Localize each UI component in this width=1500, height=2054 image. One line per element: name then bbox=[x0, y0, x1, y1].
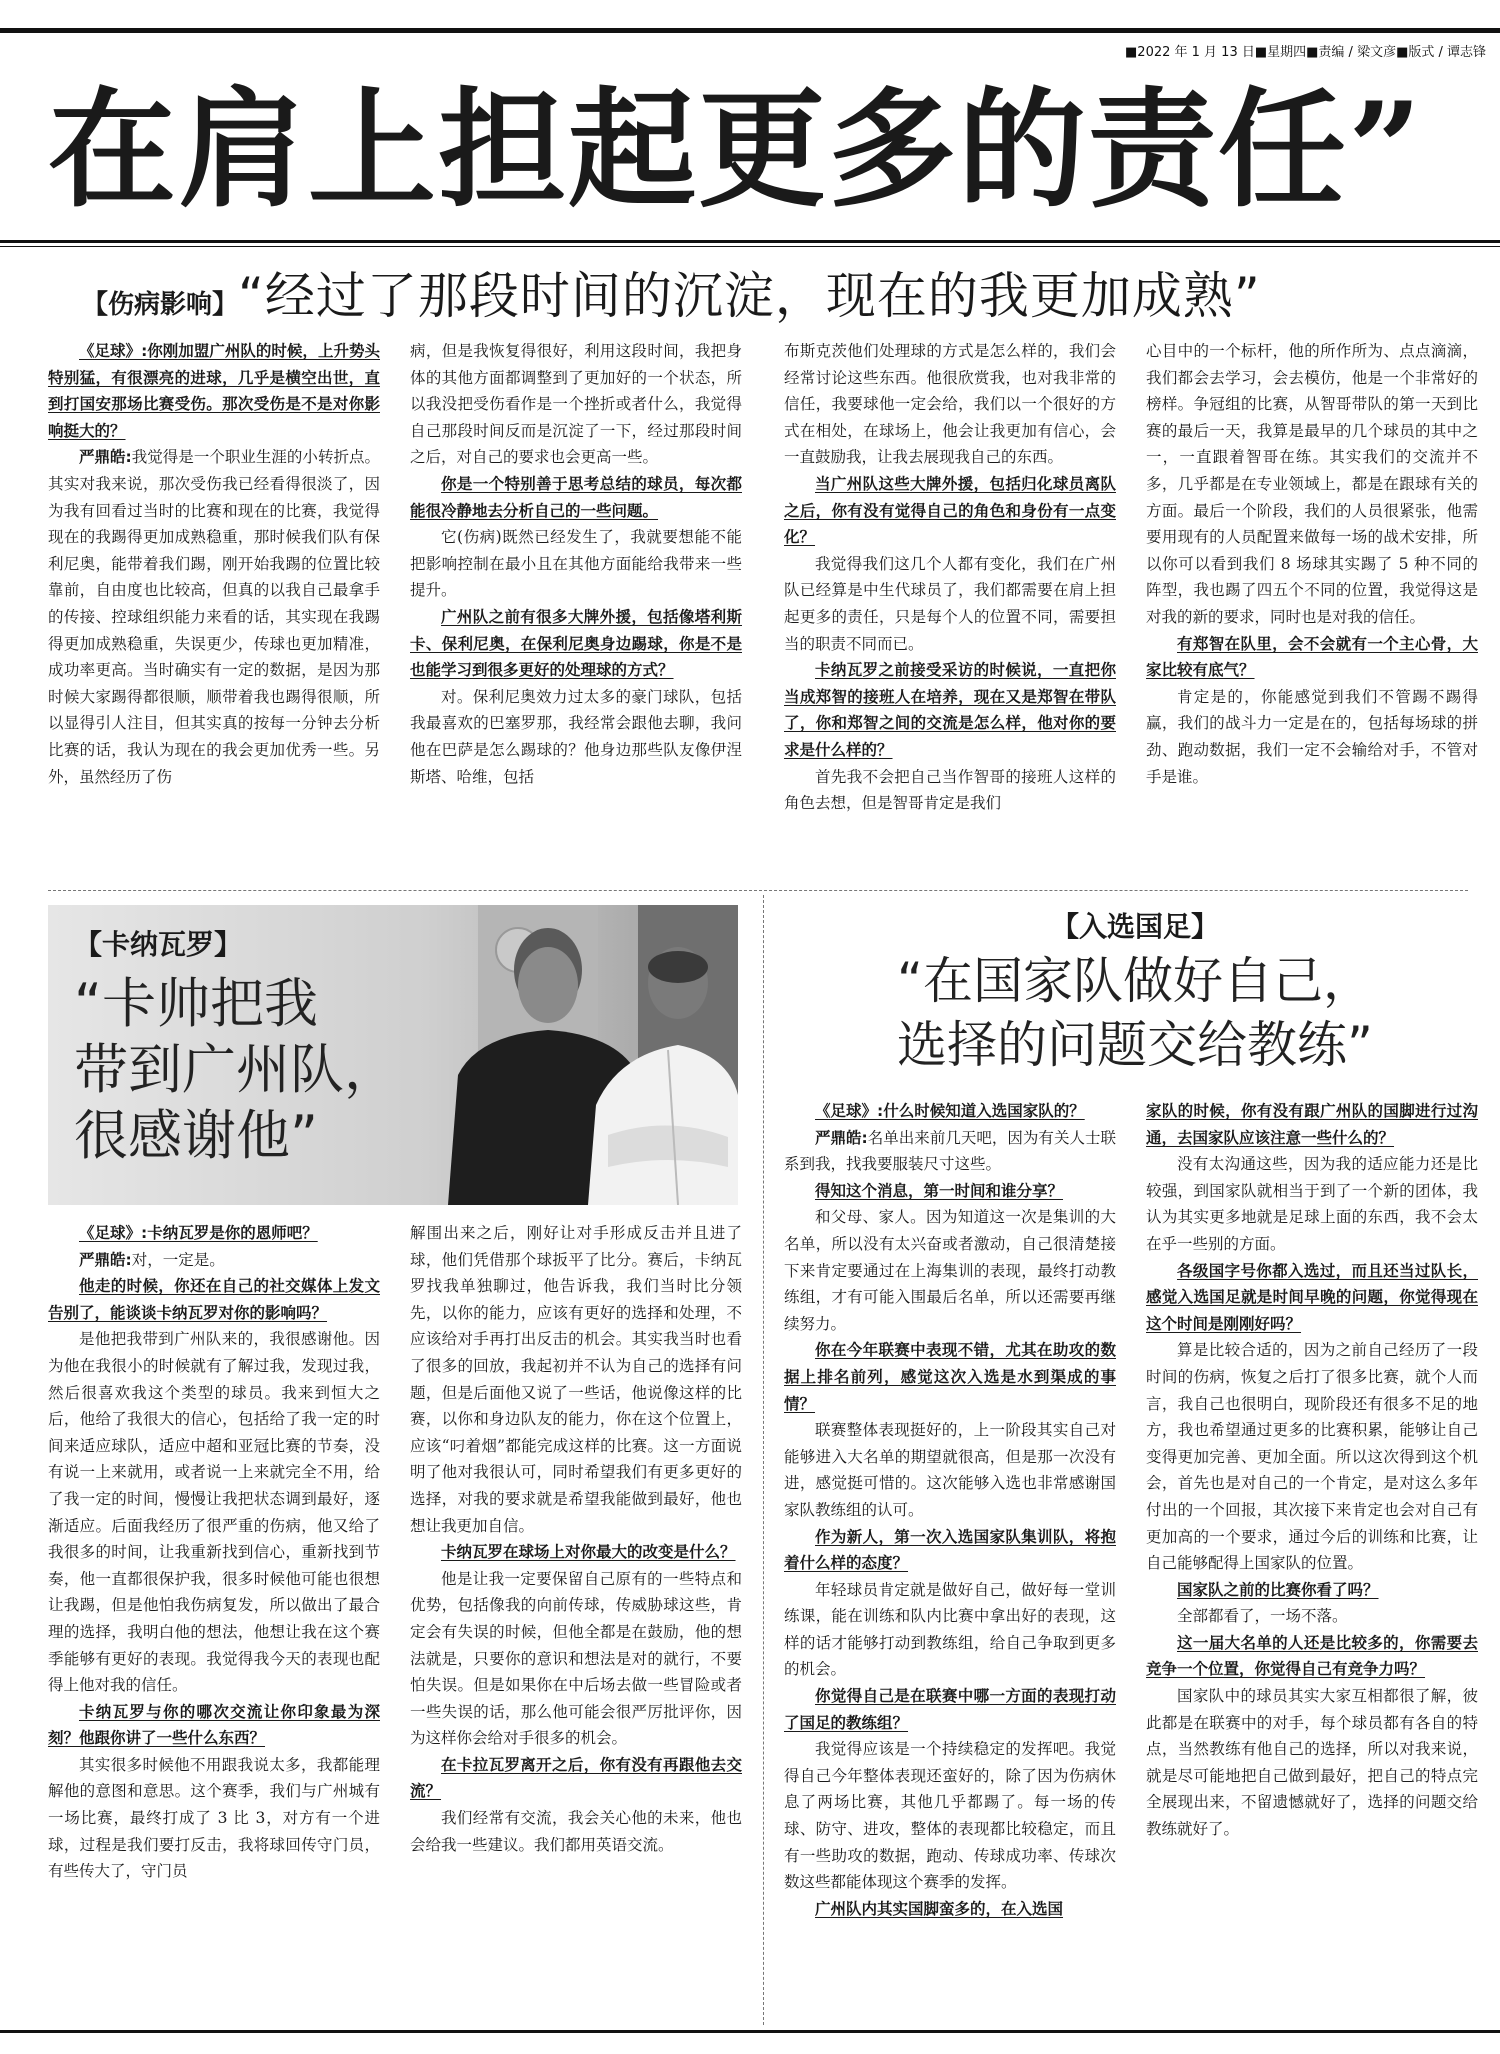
question: 各级国字号你都入选过，而且还当过队长，感觉入选国足就是时间早晚的问题，你觉得现在这个时间是刚刚好吗？ bbox=[1146, 1261, 1478, 1333]
article-column-2 bbox=[410, 338, 742, 880]
question: 作为新人，第一次入选国家队集训队，将抱着什么样的态度？ bbox=[784, 1527, 1116, 1573]
answer: 和父母、家人。因为知道这一次是集训的大名单，所以没有太兴奋或者激动，自己很清楚接下来肯定要通过在上海集训的表现，最终打动教练组，才有可能入围最后名单，所以还需要再继续努力。 bbox=[784, 1208, 1116, 1333]
masthead-rule bbox=[0, 28, 1500, 65]
speaker-name: 严鼎皓: bbox=[815, 1128, 868, 1147]
question: 你觉得自己是在联赛中哪一方面的表现打动了国足的教练组？ bbox=[784, 1687, 1116, 1732]
question: 当广州队这些大牌外援，包括归化球员离队之后，你有没有觉得自己的角色和身份有一点变化？ bbox=[784, 474, 1116, 547]
question: 卡纳瓦罗与你的哪次交流让你印象最为深刻？他跟你讲了一些什么东西？ bbox=[48, 1702, 380, 1748]
answer-text: 名单出来前几天吧，因为有关人士联系到我，找我要服装尺寸这些。 bbox=[784, 1128, 1116, 1174]
question: 国家队之前的比赛你看了吗？ bbox=[1177, 1580, 1379, 1599]
answer: 肯定是的，你能感觉到我们不管踢不踢得赢，我们的战斗力一定是在的，包括每场球的拼劲、跑动数据，我们一定不会输给对手，不管对手是谁。 bbox=[1146, 687, 1478, 786]
answer: 我们经常有交流，我会关心他的未来，他也会给我一些建议。我们都用英语交流。 bbox=[410, 1809, 742, 1854]
article-column-3 bbox=[784, 338, 1116, 880]
question: 《足球》:卡纳瓦罗是你的恩师吧？ bbox=[79, 1224, 318, 1242]
answer-text: 对，一定是。 bbox=[131, 1250, 225, 1269]
national-quote-line-1: “在国家队做好自己， bbox=[897, 952, 1373, 1010]
answer bbox=[784, 1125, 1116, 1178]
answer: 联赛整体表现挺好的，上一阶段其实自己对能够进入大名单的期望就很高，但是那一次没有进，感觉挺可惜的。这次能够入选也非常感谢国家队教练组的认可。 bbox=[784, 1421, 1116, 1519]
answer: 年轻球员肯定就是做好自己，做好每一堂训练课，能在训练和队内比赛中拿出好的表现，这样的话才能够打动到教练组，给自己争取到更多的机会。 bbox=[784, 1580, 1116, 1679]
question: 在卡拉瓦罗离开之后，你有没有再跟他去交流？ bbox=[410, 1755, 742, 1801]
cannavaro-quote-line-2: 带到广州队， bbox=[74, 1038, 398, 1101]
headline-rule-thin bbox=[0, 246, 1500, 247]
question: 卡纳瓦罗在球场上对你最大的改变是什么？ bbox=[441, 1543, 736, 1562]
question: 他走的时候，你还在自己的社交媒体上发文告别了，能谈谈卡纳瓦罗对你的影响吗？ bbox=[48, 1277, 380, 1322]
answer: 他是让我一定要保留自己原有的一些特点和优势，包括像我的向前传球，传威胁球这些，肯定会有失误的时候，但他全都是在鼓励，他的想法就是，只要你的意识和想法是对的就行，不要怕失误。但是如果你在中后场去做一些冒险或者一些失误的话，那么他可能会很严厉批评你，因为这样你会给对手很多的机会。 bbox=[410, 1569, 742, 1748]
cannavaro-photo-block bbox=[48, 905, 738, 1205]
bottom-rule bbox=[0, 2030, 1500, 2033]
date-line: ■2022 年 1 月 13 日■星期四■责编 / 梁文彦■版式 / 谭志锋 bbox=[1125, 45, 1486, 60]
question: 卡纳瓦罗之前接受采访的时候说，一直把你当成郑智的接班人在培养，现在又是郑智在带队了，你和郑智之间的交流是怎么样，他对你的要求是什么样的？ bbox=[784, 661, 1116, 759]
question: 广州队内其实国脚蛮多的，在入选国 bbox=[815, 1899, 1064, 1918]
answer: 我觉得我们这几个人都有变化，我们在广州队已经算是中生代球员了，我们都需要在肩上担起更多的责任，只是每个人的位置不同，需要担当的职责不同而已。 bbox=[784, 554, 1116, 653]
section-cannavaro-tag: 【卡纳瓦罗】 bbox=[74, 928, 243, 961]
answer: 对。保利尼奥效力过太多的豪门球队，包括我最喜欢的巴塞罗那，我经常会跟他去聊，我问他在巴萨是怎么踢球的？他身边那些队友像伊涅斯塔、哈维，包括 bbox=[410, 687, 742, 786]
answer: 心目中的一个标杆，他的所作所为、点点滴滴，我们都会去学习，会去模仿，他是一个非常好的榜样。争冠组的比赛，从智哥带队的第一天到比赛的最后一天，我算是最早的几个球员的其中之一，一直跟着智哥在练。其实我们的交流并不多，几乎都是在专业领域上，都是在跟球有关的方面。最后一个阶段，我们的人员很紧张，他需要用现有的人员配置来做每一场的战术安排，所以你可以看到我们 8 场球其实踢了 5 种不同的阵型，我也踢了四五个不同的位置，我觉得这是对我的新的要求，同时也是对我的信任。 bbox=[1146, 342, 1478, 626]
answer: 其实很多时候他不用跟我说太多，我都能理解他的意图和意思。这个赛季，我们与广州城有一场比赛，最终打成了 3 比 3，对方有一个进球，过程是我们要打反击，我将球回传守门员，有些传大了，守门员 bbox=[48, 1755, 380, 1881]
cannavaro-quote-line-1: “卡帅把我 bbox=[74, 972, 318, 1035]
question: 这一届大名单的人还是比较多的，你需要去竞争一个位置，你觉得自己有竞争力吗？ bbox=[1146, 1633, 1478, 1679]
question: 有郑智在队里，会不会就有一个主心骨，大家比较有底气？ bbox=[1146, 634, 1478, 680]
answer: 国家队中的球员其实大家互相都很了解，彼此都是在联赛中的对手，每个球员都有各自的特点，当然教练有他自己的选择，所以对我来说，就是尽可能地把自己做到最好，把自己的特点完全展现出来，不留遗憾就好了，选择的问题交给教练就好了。 bbox=[1146, 1687, 1478, 1839]
section-national-tag: 【入选国足】 bbox=[1050, 910, 1219, 943]
question: 广州队之前有很多大牌外援，包括像塔利斯卡、保利尼奥，在保利尼奥身边踢球，你是不是也能学习到很多更好的处理球的方式？ bbox=[410, 607, 742, 680]
answer: 病，但是我恢复得很好，利用这段时间，我把身体的其他方面都调整到了更加好的一个状态，所以我没把受伤看作是一个挫折或者什么，我觉得自己那段时间反而是沉淀了一下，经过那段时间之后，对自己的要求也会更高一些。 bbox=[410, 342, 742, 467]
cannavaro-heading bbox=[74, 923, 474, 1169]
cannavaro-quote-line-3: 很感谢他” bbox=[74, 1104, 318, 1167]
answer-text: 我觉得是一个职业生涯的小转折点。其实对我来说，那次受伤我已经看得很淡了，因为我有回看过当时的比赛和现在的比赛，我觉得现在的我踢得更加成熟稳重，那时候我们队有保利尼奥，能带着我们踢，刚开始我踢的位置比较靠前，自由度也比较高，但真的以我自己最拿手的传接、控球组织能力来看的话，其实现在我踢得更加成熟稳重，失误更少，传球也更加精准，成功率更高。当时确实有一定的数据，是因为那时候大家踢得都很顺，顺带着我也踢得很顺，所以显得引人注目，但其实真的按每一分钟去分析比赛的话，我认为现在的我会更加优秀一些。另外，虽然经历了伤 bbox=[48, 448, 380, 786]
section-injury-heading bbox=[82, 256, 1492, 328]
page-headline: 在肩上担起更多的责任” bbox=[48, 75, 1424, 225]
answer: 我觉得应该是一个持续稳定的发挥吧。我觉得自己今年整体表现还蛮好的，除了因为伤病休息了两场比赛，其他几乎都踢了。每一场的传球、防守、进攻，整体的表现都比较稳定，而且有一些助攻的数据，跑动、传球成功率、传球次数这些都能体现这个赛季的发挥。 bbox=[784, 1740, 1116, 1892]
speaker-name: 严鼎皓: bbox=[79, 448, 132, 467]
national-team-heading bbox=[790, 905, 1480, 1077]
answer: 首先我不会把自己当作智哥的接班人这样的角色去想，但是智哥肯定是我们 bbox=[784, 767, 1116, 813]
answer bbox=[48, 444, 380, 790]
question: 《足球》:你刚加盟广州队的时候，上升势头特别猛，有很漂亮的进球，几乎是横空出世，直到打国安那场比赛受伤。那次受伤是不是对你影响挺大的？ bbox=[48, 342, 380, 440]
speaker-name: 严鼎皓: bbox=[79, 1250, 132, 1269]
answer: 解围出来之后，刚好让对手形成反击并且进了球，他们凭借那个球扳平了比分。赛后，卡纳瓦罗找我单独聊过，他告诉我，我们当时比分领先，以你的能力，应该有更好的选择和处理，不应该给对手再打出反击的机会。其实我当时也看了很多的回放，我起初并不认为自己的选择有问题，但是后面他又说了一些话，他说像这样的比赛，以你和身边队友的能力，你在这个位置上，应该“叼着烟”都能完成这样的比赛。这一方面说明了他对我很认可，同时希望我们有更多更好的选择，对我的要求就是希望我能做到最好，他也想让我更加自信。 bbox=[410, 1224, 742, 1535]
question: 家队的时候，你有没有跟广州队的国脚进行过沟通，去国家队应该注意一些什么的？ bbox=[1146, 1102, 1478, 1147]
answer: 是他把我带到广州队来的，我很感谢他。因为他在我很小的时候就有了解过我，发现过我，然后很喜欢我这个类型的球员。我来到恒大之后，他给了我很大的信心，包括给了我一定的时间来适应球队，适应中超和亚冠比赛的节奏，没有说一上来就用，或者说一上来就完全不用，给了我一定的时间，慢慢让我把状态调到最好，逐渐适应。后面我经历了很严重的伤病，他又给了我很多的时间，让我重新找到信心，重新找到节奏，他一直都很保护我，很多时候他可能也很想让我踢，但是他怕我伤病复发，所以做出了最合理的选择，我明白他的想法，他想让我在这个赛季能够有更好的表现。我觉得我今天的表现也配得上他对我的信任。 bbox=[48, 1330, 380, 1695]
headline-rule bbox=[0, 240, 1500, 243]
answer bbox=[48, 1247, 380, 1274]
article-column-5 bbox=[48, 1220, 380, 2020]
question: 《足球》:什么时候知道入选国家队的？ bbox=[815, 1102, 1085, 1120]
column-divider bbox=[763, 895, 764, 2025]
answer: 没有太沟通这些，因为我的适应能力还是比较强，到国家队就相当于到了一个新的团体，我认为其实更多地就是足球上面的东西，我不会太在乎一些别的方面。 bbox=[1146, 1155, 1478, 1253]
question: 你在今年联赛中表现不错，尤其在助攻的数据上排名前列，感觉这次入选是水到渠成的事情？ bbox=[784, 1341, 1116, 1413]
article-column-7 bbox=[784, 1098, 1116, 2020]
article-column-1 bbox=[48, 338, 380, 880]
answer: 算是比较合适的，因为之前自己经历了一段时间的伤病，恢复之后打了很多比赛，就个人而言，我自己也很明白，现阶段还有很多不足的地方，我也希望通过更多的比赛积累，能够让自己变得更加完善、更加全面。所以这次得到这个机会，首先也是对自己的一个肯定，是对这么多年付出的一个回报，其次接下来肯定也会对自己有更加高的一个要求，通过今后的训练和比赛，让自己能够配得上国家队的位置。 bbox=[1146, 1341, 1478, 1573]
section-injury-tag: 【伤病影响】 bbox=[82, 290, 239, 320]
answer: 它(伤病)既然已经发生了，我就要想能不能把影响控制在最小且在其他方面能给我带来一些提升。 bbox=[410, 528, 742, 600]
question: 你是一个特别善于思考总结的球员，每次都能很冷静地去分析自己的一些问题。 bbox=[410, 474, 742, 520]
section-injury-quote: “经过了那段时间的沉淀，现在的我更加成熟” bbox=[238, 267, 1261, 325]
article-column-6 bbox=[410, 1220, 742, 2020]
question: 得知这个消息，第一时间和谁分享？ bbox=[815, 1181, 1064, 1200]
article-column-8 bbox=[1146, 1098, 1478, 2020]
answer: 布斯克茨他们处理球的方式是怎么样的，我们会经常讨论这些东西。他很欣赏我，也对我非常的信任，我要球他一定会给，我们以一个很好的方式在相处，在球场上，他会让我更加有信心，会一直鼓励我，让我去展现我自己的东西。 bbox=[784, 342, 1116, 467]
section-divider bbox=[48, 890, 1468, 891]
national-quote-line-2: 选择的问题交给教练” bbox=[897, 1016, 1373, 1074]
answer: 全部都看了，一场不落。 bbox=[1177, 1607, 1348, 1626]
article-column-4 bbox=[1146, 338, 1478, 880]
